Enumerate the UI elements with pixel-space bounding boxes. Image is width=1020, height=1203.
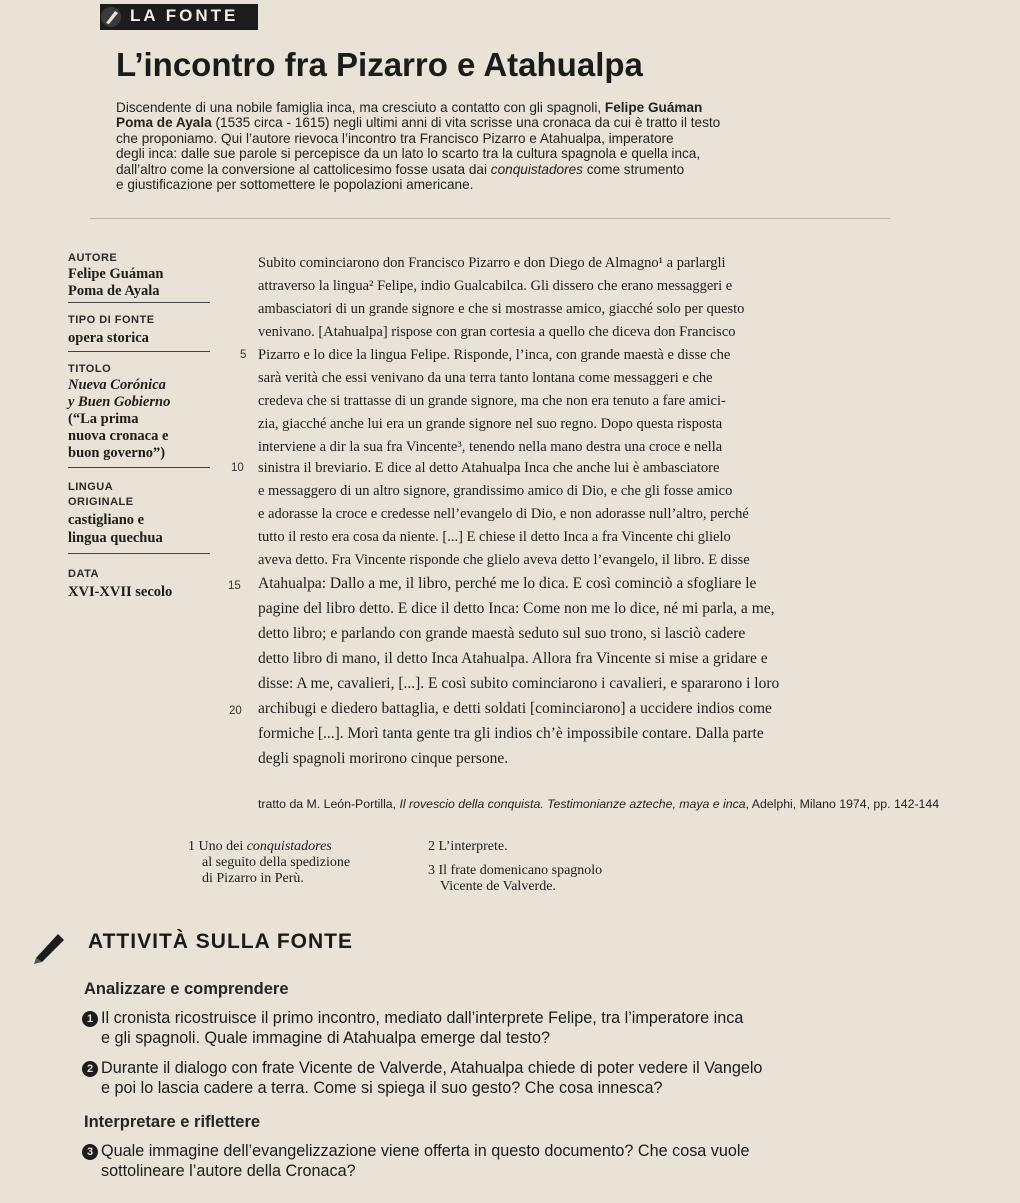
footnote-3-line-2: Vicente de Valverde. xyxy=(440,879,556,894)
text-line: disse: A me, cavalieri, [...]. E così subito cominciarono i cavalieri, e spararono i loro xyxy=(258,675,780,692)
intro-paragraph xyxy=(116,100,856,192)
text-line: attraverso la lingua² Felipe, indio Gualcabilca. Gli dissero che erano messaggeri e xyxy=(258,278,733,294)
title-value-3: (“La prima xyxy=(68,411,139,427)
language-value-2: lingua quechua xyxy=(68,530,163,546)
question-number-badge: 2 xyxy=(82,1061,98,1077)
author-value-1: Felipe Guáman xyxy=(68,266,164,282)
text-line: Atahualpa: Dallo a me, il libro, perché me lo dica. E così cominciò a sfogliare le xyxy=(258,575,757,592)
text-line: tutto il resto era cosa da niente. [...] E chiese il detto Inca a fra Vincente chi glielo xyxy=(258,529,731,545)
source-tag-label: LA FONTE xyxy=(130,6,239,25)
quill-icon xyxy=(100,6,124,28)
text-line: detto libro; e parlando con grande maestà seduto sul suo trono, si lasciò cadere xyxy=(258,625,746,642)
section-divider xyxy=(90,218,890,219)
footnote-2: 2 L’interprete. xyxy=(428,839,508,854)
text-line: pagine del libro detto. E dice il detto Inca: Come non me lo dice, né mi parla, a me, xyxy=(258,600,775,617)
line-number: 20 xyxy=(229,705,242,717)
question-3-line-2: sottolineare l’autore della Cronaca? xyxy=(101,1162,356,1180)
text-line: credeva che si trattasse di un grande signore, ma che non era tenuto a fare amici- xyxy=(258,393,726,409)
intro-line: dall’altro come la conversione al cattolicesimo fosse usata dai conquistadores come strumento xyxy=(116,161,685,177)
question-2-line-2: e poi lo lascia cadere a terra. Come si spiega il suo gesto? Che cosa innesca? xyxy=(101,1079,663,1097)
sidebar-rule xyxy=(68,467,210,468)
question-1: 1 Il cronista ricostruisce il primo incontro, mediato dall’interprete Felipe, tra l’imperatore inca xyxy=(82,1008,743,1028)
question-3: 3 Quale immagine dell’evangelizzazione viene offerta in questo documento? Che cosa vuole xyxy=(82,1141,750,1161)
text-line: ambasciatori di un grande signore e che si mostrasse amico, giacché solo per questo xyxy=(258,301,745,317)
question-number-badge: 1 xyxy=(82,1011,98,1027)
page-title: L’incontro fra Pizarro e Atahualpa xyxy=(116,46,643,83)
text-line: Pizarro e lo dice la lingua Felipe. Risponde, l’inca, con grande maestà e disse che xyxy=(258,347,731,363)
line-number: 10 xyxy=(231,462,244,474)
text-line: interviene a dir la sua fra Vincente³, tenendo nella mano destra una croce e nella xyxy=(258,439,723,455)
text-line: Subito cominciarono don Francisco Pizarro e don Diego de Almagno¹ a parlargli xyxy=(258,255,726,271)
text-line: aveva detto. Fra Vincente risponde che glielo aveva detto l’evangelo, il libro. E disse xyxy=(258,552,750,568)
language-label-2: ORIGINALE xyxy=(68,496,134,508)
text-line: degli spagnoli morirono cinque persone. xyxy=(258,750,509,767)
text-line: detto libro di mano, il detto Inca Atahualpa. Allora fra Vincente si mise a gridare e xyxy=(258,650,768,667)
intro-line: e giustificazione per sottomettere le popolazioni americane. xyxy=(116,177,474,193)
footnote-1: 1 Uno dei conquistadores xyxy=(188,839,332,854)
sidebar-rule xyxy=(68,553,210,554)
activity-section-title: ATTIVITÀ SULLA FONTE xyxy=(88,930,353,953)
text-line: sinistra il breviario. E dice al detto Atahualpa Inca che anche lui è ambasciatore xyxy=(258,460,720,476)
intro-line: Poma de Ayala (1535 circa - 1615) negli ultimi anni di vita scrisse una cronaca da cui è tratto il testo xyxy=(116,115,721,131)
author-value-2: Poma de Ayala xyxy=(68,283,160,299)
text-line: sarà verità che essi venivano da una terra tanto lontana come messaggeri e che xyxy=(258,370,713,386)
footnote-1-line-2: al seguito della spedizione xyxy=(202,855,351,870)
text-line: e adorasse la croce e credesse nell’evangelo di Dio, e non adorasse null’altro, perché xyxy=(258,506,749,522)
date-label: DATA xyxy=(68,568,99,580)
text-line: archibugi e diedero battaglia, e detti soldati [cominciarono] a uccidere indios come xyxy=(258,700,772,717)
activity-subheading: Interpretare e riflettere xyxy=(84,1113,261,1131)
source-type-value: opera storica xyxy=(68,330,149,346)
sidebar-rule xyxy=(68,351,210,352)
text-line: e messaggero di un altro signore, grandissimo amico di Dio, e che gli fosse amico xyxy=(258,483,733,499)
text-line: venivano. [Atahualpa] rispose con gran cortesia a quello che diceva don Francisco xyxy=(258,324,736,340)
text-line: formiche [...]. Morì tanta gente tra gli indios ch’è impossibile contare. Dalla parte xyxy=(258,725,764,742)
sidebar-rule xyxy=(68,302,210,303)
title-value-5: buon governo”) xyxy=(68,445,166,461)
title-label: TITOLO xyxy=(68,363,112,375)
title-value-2: y Buen Gobierno xyxy=(68,394,171,410)
source-citation: tratto da M. León-Portilla, Il rovescio della conquista. Testimonianze azteche, maya e inca, Adelphi, Milano 1974, pp. 142-144 xyxy=(258,797,940,811)
author-label: AUTORE xyxy=(68,252,118,264)
text-line: zia, giacché anche lui era un grande signore nel suo regno. Dopo questa risposta xyxy=(258,416,723,432)
question-number-badge: 3 xyxy=(82,1144,98,1160)
line-number: 15 xyxy=(228,580,241,592)
footnote-1-line-3: di Pizarro in Perù. xyxy=(202,871,304,886)
language-label-1: LINGUA xyxy=(68,481,114,493)
intro-line: che proponiamo. Qui l’autore rievoca l’incontro tra Francisco Pizarro e Atahualpa, imperatore xyxy=(116,130,674,146)
intro-line: degli inca: dalle sue parole si percepisce da un lato lo scarto tra la cultura spagnola e quella inca, xyxy=(116,146,701,162)
activity-subheading: Analizzare e comprendere xyxy=(84,980,289,998)
pencil-icon xyxy=(30,926,70,966)
title-value-1: Nueva Corónica xyxy=(68,377,166,393)
footnote-3: 3 Il frate domenicano spagnolo xyxy=(428,863,603,878)
question-2: 2 Durante il dialogo con frate Vicente de Valverde, Atahualpa chiede di poter vedere il Vangelo xyxy=(82,1058,762,1078)
source-type-label: TIPO DI FONTE xyxy=(68,314,155,326)
date-value: XVI-XVII secolo xyxy=(68,584,173,600)
language-value-1: castigliano e xyxy=(68,512,145,528)
question-1-line-2: e gli spagnoli. Quale immagine di Atahualpa emerge dal testo? xyxy=(101,1029,551,1047)
intro-line: Discendente di una nobile famiglia inca, ma cresciuto a contatto con gli spagnoli, Felipe Guáman xyxy=(116,100,703,115)
title-value-4: nuova cronaca e xyxy=(68,428,169,444)
line-number: 5 xyxy=(240,349,247,361)
